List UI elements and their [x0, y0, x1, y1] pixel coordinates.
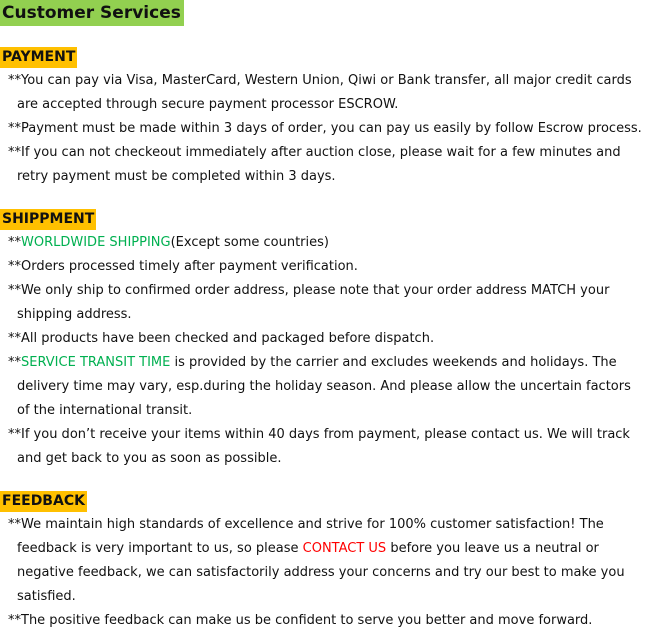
shipment-line: **If you don’t receive your items within 40 days from payment, please contact us. We will track [8, 427, 630, 442]
shipment-line: **We only ship to confirmed order address, please note that your order address MATCH your [8, 283, 610, 298]
line-prefix: ** [8, 235, 21, 250]
line-text: is provided by the carrier and excludes weekends and holidays. The [170, 355, 617, 370]
shipment-line: delivery time may vary, esp.during the holiday season. And please allow the uncertain factors [17, 379, 631, 394]
payment-line: **You can pay via Visa, MasterCard, Western Union, Qiwi or Bank transfer, all major credit cards [8, 73, 632, 88]
line-text: feedback is very important to us, so please [17, 541, 303, 556]
feedback-line [17, 537, 599, 561]
payment-line: **Payment must be made within 3 days of order, you can pay us easily by follow Escrow process. [8, 121, 642, 136]
line-prefix: ** [8, 355, 21, 370]
line-text: before you leave us a neutral or [386, 541, 599, 556]
shipment-line: **Orders processed timely after payment verification. [8, 259, 358, 274]
shipment-line: of the international transit. [17, 403, 193, 418]
payment-heading: PAYMENT [0, 47, 77, 68]
feedback-heading: FEEDBACK [0, 491, 87, 512]
service-transit-time-highlight: SERVICE TRANSIT TIME [21, 355, 171, 370]
line-text: (Except some countries) [170, 235, 329, 250]
feedback-line: **We maintain high standards of excellence and strive for 100% customer satisfaction! The [8, 517, 604, 532]
shipment-line: and get back to you as soon as possible. [17, 451, 282, 466]
payment-line: **If you can not checkeout immediately after auction close, please wait for a few minutes and [8, 145, 621, 160]
feedback-line: satisfied. [17, 589, 76, 604]
shipment-line: **All products have been checked and packaged before dispatch. [8, 331, 435, 346]
payment-line: retry payment must be completed within 3 days. [17, 169, 336, 184]
shipment-heading: SHIPPMENT [0, 209, 96, 230]
shipment-line [8, 231, 329, 255]
page-title: Customer Services [0, 0, 184, 26]
contact-us-link[interactable]: CONTACT US [302, 541, 387, 556]
worldwide-shipping-highlight: WORLDWIDE SHIPPING [21, 235, 171, 250]
feedback-line: negative feedback, we can satisfactorily address your concerns and try our best to make you [17, 565, 625, 580]
feedback-line: **The positive feedback can make us be confident to serve you better and move forward. [8, 613, 593, 628]
payment-line: are accepted through secure payment processor ESCROW. [17, 97, 399, 112]
shipment-line [8, 351, 617, 375]
shipment-line: shipping address. [17, 307, 132, 322]
